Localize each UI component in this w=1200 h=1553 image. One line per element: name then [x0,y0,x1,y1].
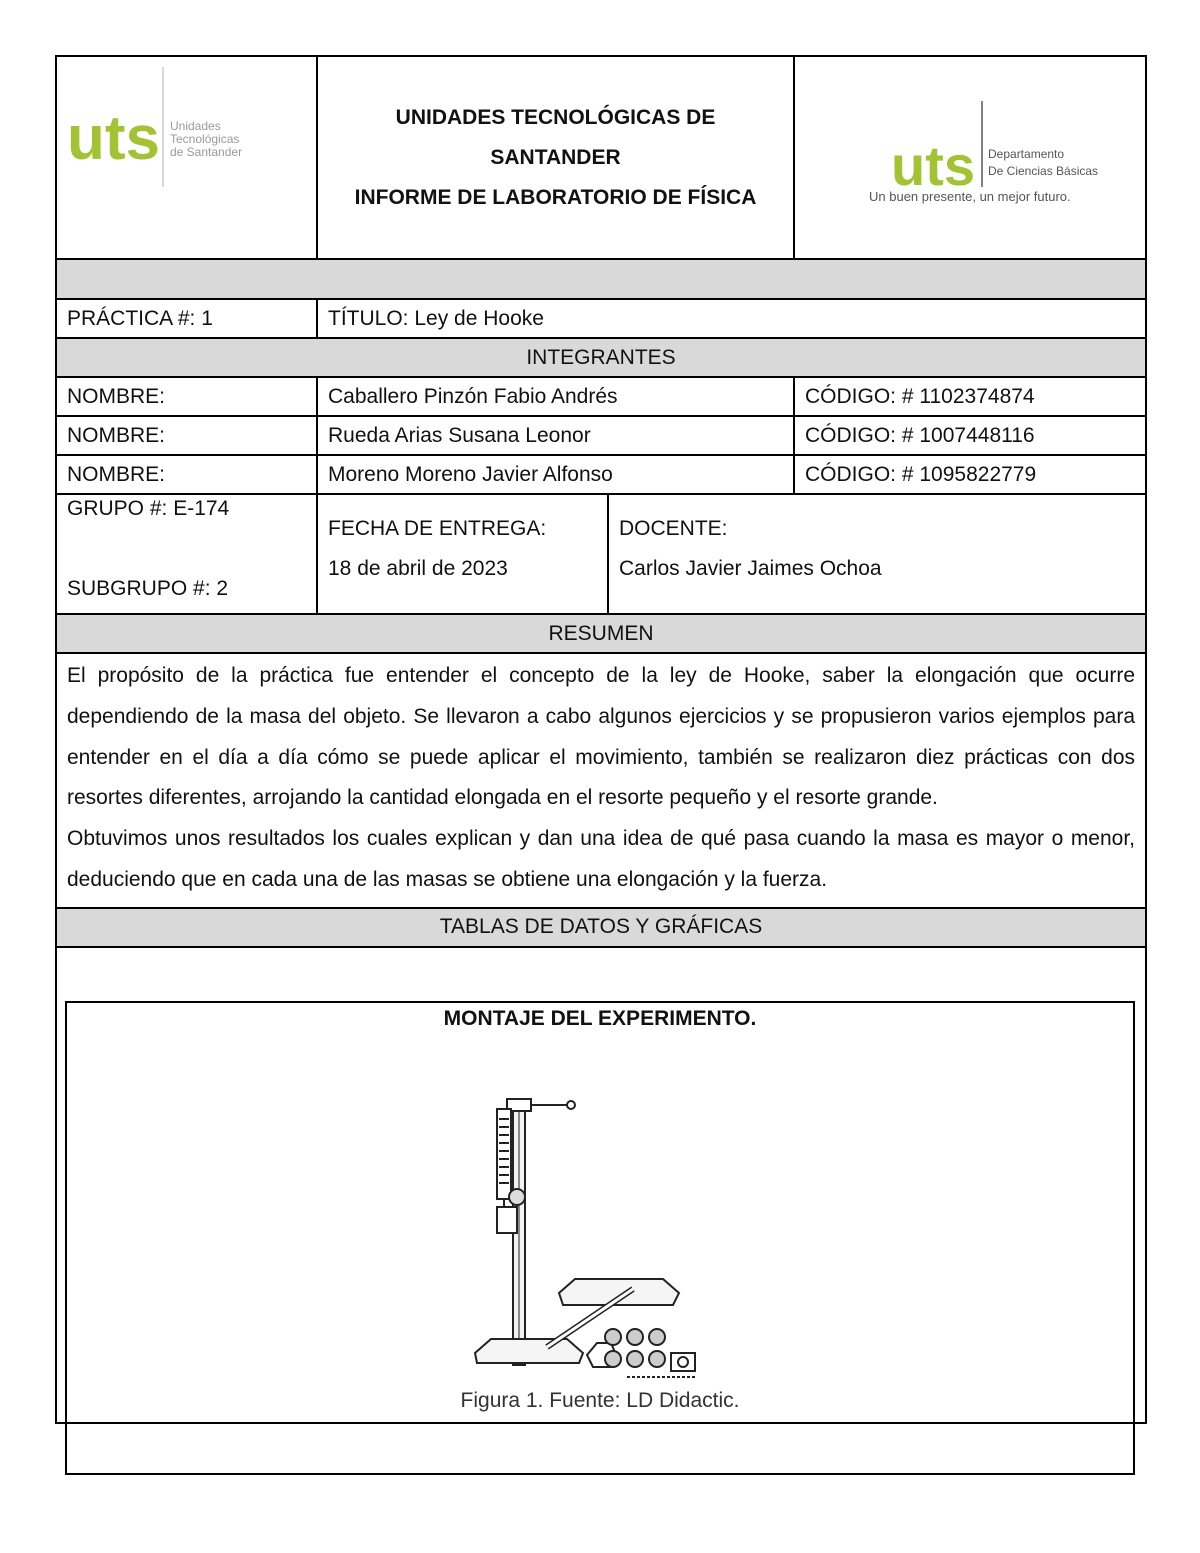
group-cell [56,494,317,614]
fecha-cell [317,494,608,614]
blank-shaded-row [56,259,1146,299]
practice-row [56,299,1146,338]
report-title-line-3: INFORME DE LABORATORIO DE FÍSICA [354,185,757,209]
resumen-row [56,653,1146,908]
right-logo-cell [794,56,1146,259]
practice-title: TÍTULO: Ley de Hooke [317,299,1146,338]
group-row [56,494,1146,614]
member-name: Rueda Arias Susana Leonor [317,416,794,455]
member-code: CÓDIGO: # 1095822779 [794,455,1146,494]
montaje-box [65,1001,1135,1475]
figure-caption: Figura 1. Fuente: LD Didactic. [460,1389,740,1412]
tablas-heading-row [56,908,1146,947]
resumen-heading-row [56,614,1146,653]
document-page [55,55,1145,1479]
uts-department-text-2: De Ciencias Básicas [988,164,1099,178]
member-code: CÓDIGO: # 1007448116 [794,416,1146,455]
resumen-paragraph-2: Obtuvimos unos resultados los cuales explican y dan una idea de qué pasa cuando la masa es mayor o menor, deduciendo que en cada una de las masas se obtiene una elongación y la fuerza. [67,827,1136,891]
fecha-value: 18 de abril de 2023 [328,557,508,580]
subgrupo-label: SUBGRUPO #: 2 [67,577,229,600]
grupo-label: GRUPO #: E-174 [67,497,230,520]
uts-department-logo [795,57,1145,258]
uts-logo [57,57,316,258]
docente-value: Carlos Javier Jaimes Ochoa [619,557,882,580]
uts-department-logo-mark: uts [891,134,976,197]
integrantes-heading: INTEGRANTES [56,338,1146,377]
uts-logo-text-3: de Santander [170,145,243,159]
member-row [56,455,1146,494]
montaje-title: MONTAJE DEL EXPERIMENTO. [443,1007,757,1030]
uts-department-text-1: Departamento [988,147,1065,161]
report-title-cell [317,56,794,259]
practice-number: PRÁCTICA #: 1 [56,299,317,338]
member-row [56,416,1146,455]
fecha-label: FECHA DE ENTREGA: [328,517,547,540]
hooke-apparatus-figure [447,1075,747,1395]
blank-shaded-cell [56,259,1146,299]
report-title-line-2: SANTANDER [490,145,621,169]
resumen-heading: RESUMEN [56,614,1146,653]
member-label: NOMBRE: [56,416,317,455]
member-name: Caballero Pinzón Fabio Andrés [317,377,794,416]
uts-logo-text-2: Tecnológicas [170,132,240,146]
member-label: NOMBRE: [56,377,317,416]
tablas-heading: TABLAS DE DATOS Y GRÁFICAS [56,908,1146,947]
left-logo-cell [56,56,317,259]
uts-slogan: Un buen presente, un mejor futuro. [869,189,1071,204]
docente-label: DOCENTE: [619,517,728,540]
resumen-paragraph-1: El propósito de la práctica fue entender el concepto de la ley de Hooke, saber la elongación que ocurre dependiendo de la masa del objeto. Se llevaron a cabo algunos ejercicios y se propusieron varios ejemplos para entender en el día a día cómo se puede aplicar el movimiento, también se realizaron diez prácticas con dos resortes diferentes, arrojando la cantidad elongada en el resorte pequeño y el resorte grande. [67,664,1136,810]
report-title-line-1: UNIDADES TECNOLÓGICAS DE [395,105,716,129]
uts-logo-mark: uts [67,104,160,173]
member-label: NOMBRE: [56,455,317,494]
member-code: CÓDIGO: # 1102374874 [794,377,1146,416]
uts-logo-text-1: Unidades [170,119,221,133]
member-name: Moreno Moreno Javier Alfonso [317,455,794,494]
docente-cell [608,494,1146,614]
header-row [56,56,1146,259]
integrantes-heading-row [56,338,1146,377]
resumen-cell [56,653,1146,908]
member-row [56,377,1146,416]
